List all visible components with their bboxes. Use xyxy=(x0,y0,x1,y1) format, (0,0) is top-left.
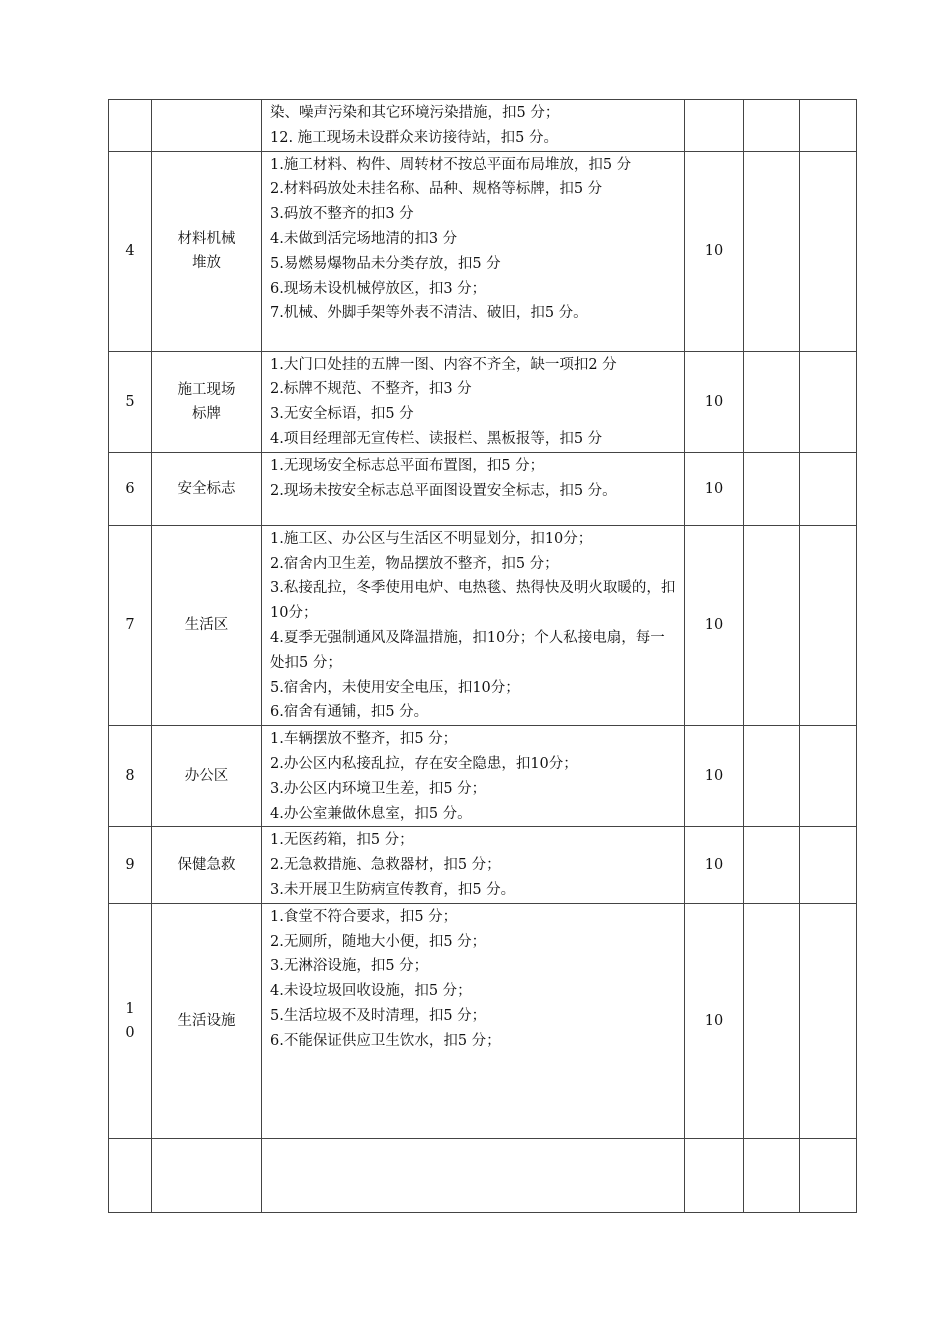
deduction-cell xyxy=(744,1138,800,1212)
row-number xyxy=(109,100,152,152)
criteria-line: 3.未开展卫生防病宣传教育，扣5 分。 xyxy=(270,881,516,898)
criteria-line: 12. 施工现场未设群众来访接待站，扣5 分。 xyxy=(270,129,559,146)
score-cell xyxy=(685,1138,744,1212)
item-name: 安全标志 xyxy=(152,452,262,525)
table-row xyxy=(109,100,857,152)
score-cell: 10 xyxy=(685,151,744,351)
criteria-line: 2.材料码放处未挂名称、品种、规格等标牌，扣5 分 xyxy=(270,181,603,198)
actual-score-cell xyxy=(800,351,857,452)
criteria-line: 4.办公室兼做休息室，扣5 分。 xyxy=(270,805,472,822)
criteria-line: 1.无现场安全标志总平面布置图，扣5 分； xyxy=(270,457,545,474)
item-name: 生活区 xyxy=(152,525,262,725)
deduction-cell xyxy=(744,100,800,152)
criteria-line: 3.无淋浴设施，扣5 分； xyxy=(270,958,429,975)
item-name-text: 施工现场标牌 xyxy=(177,381,236,422)
criteria-cell xyxy=(262,151,685,351)
criteria-cell xyxy=(262,827,685,903)
item-name xyxy=(152,351,262,452)
criteria-cell xyxy=(262,1138,685,1212)
table-row xyxy=(109,827,857,903)
criteria-line: 4.未设垃圾回收设施，扣5 分； xyxy=(270,983,472,1000)
criteria-line: 5.生活垃圾不及时清理，扣5 分； xyxy=(270,1007,487,1024)
item-name xyxy=(152,100,262,152)
actual-score-cell xyxy=(800,151,857,351)
table-row xyxy=(109,525,857,725)
score-cell: 10 xyxy=(685,827,744,903)
row-number xyxy=(109,1138,152,1212)
criteria-line: 7.机械、外脚手架等外表不清洁、破旧，扣5 分。 xyxy=(270,305,588,322)
item-name-text: 材料机械堆放 xyxy=(177,231,236,272)
criteria-line: 3.无安全标语，扣5 分 xyxy=(270,406,414,423)
table-row xyxy=(109,726,857,827)
row-number: 5 xyxy=(109,351,152,452)
criteria-line: 染、噪声污染和其它环境污染措施，扣5 分； xyxy=(270,105,560,121)
actual-score-cell xyxy=(800,525,857,725)
actual-score-cell xyxy=(800,100,857,152)
criteria-line: 1.食堂不符合要求，扣5 分； xyxy=(270,908,458,925)
actual-score-cell xyxy=(800,1138,857,1212)
criteria-line: 6.现场未设机械停放区，扣3 分； xyxy=(270,280,487,297)
item-name: 保健急救 xyxy=(152,827,262,903)
row-number: 6 xyxy=(109,452,152,525)
row-number-text: 10 xyxy=(125,1000,135,1041)
table-row xyxy=(109,151,857,351)
deduction-cell xyxy=(744,151,800,351)
criteria-line: 2.宿舍内卫生差，物品摆放不整齐，扣5 分； xyxy=(270,555,559,572)
criteria-cell xyxy=(262,726,685,827)
row-number: 9 xyxy=(109,827,152,903)
criteria-line: 1.车辆摆放不整齐，扣5 分； xyxy=(270,731,458,748)
criteria-line: 2.无厕所，随地大小便，扣5 分； xyxy=(270,933,487,950)
criteria-cell xyxy=(262,525,685,725)
row-number: 7 xyxy=(109,525,152,725)
row-number: 8 xyxy=(109,726,152,827)
criteria-line: 6.宿舍有通铺，扣5 分。 xyxy=(270,704,429,721)
table-row xyxy=(109,351,857,452)
deduction-cell xyxy=(744,452,800,525)
table-row xyxy=(109,452,857,525)
deduction-cell xyxy=(744,827,800,903)
criteria-line: 5.易燃易爆物品未分类存放，扣5 分 xyxy=(270,255,501,272)
criteria-line: 3.办公区内环境卫生差，扣5 分； xyxy=(270,780,487,797)
item-name: 生活设施 xyxy=(152,903,262,1138)
actual-score-cell xyxy=(800,903,857,1138)
criteria-line: 2.标牌不规范、不整齐，扣3 分 xyxy=(270,381,472,398)
actual-score-cell xyxy=(800,452,857,525)
item-name xyxy=(152,151,262,351)
item-name: 办公区 xyxy=(152,726,262,827)
score-cell: 10 xyxy=(685,726,744,827)
criteria-line: 2.无急救措施、急救器材，扣5 分； xyxy=(270,857,501,874)
row-number: 4 xyxy=(109,151,152,351)
score-cell: 10 xyxy=(685,525,744,725)
criteria-line: 4.夏季无强制通风及降温措施，扣10分；个人私接电扇，每一处扣5 分； xyxy=(270,629,665,671)
score-cell: 10 xyxy=(685,903,744,1138)
score-cell xyxy=(685,100,744,152)
row-number xyxy=(109,903,152,1138)
actual-score-cell xyxy=(800,827,857,903)
actual-score-cell xyxy=(800,726,857,827)
deduction-cell xyxy=(744,525,800,725)
criteria-cell xyxy=(262,903,685,1138)
criteria-line: 1.施工区、办公区与生活区不明显划分，扣10分； xyxy=(270,530,593,547)
criteria-line: 3.码放不整齐的扣3 分 xyxy=(270,206,414,223)
criteria-line: 3.私接乱拉，冬季使用电炉、电热毯、热得快及明火取暖的，扣10分； xyxy=(270,580,676,622)
deduction-cell xyxy=(744,903,800,1138)
criteria-line: 4.项目经理部无宣传栏、读报栏、黑板报等，扣5 分 xyxy=(270,430,603,447)
criteria-line: 5.宿舍内，未使用安全电压，扣10分； xyxy=(270,679,520,696)
inspection-table xyxy=(108,99,857,1213)
criteria-cell xyxy=(262,351,685,452)
criteria-line: 4.未做到活完场地清的扣3 分 xyxy=(270,230,458,247)
criteria-line: 6.不能保证供应卫生饮水，扣5 分； xyxy=(270,1032,501,1049)
criteria-cell xyxy=(262,452,685,525)
score-cell: 10 xyxy=(685,452,744,525)
criteria-line: 1.无医药箱，扣5 分； xyxy=(270,832,414,849)
criteria-line: 2.现场未按安全标志总平面图设置安全标志，扣5 分。 xyxy=(270,482,617,499)
criteria-cell xyxy=(262,100,685,152)
criteria-line: 1.施工材料、构件、周转材不按总平面布局堆放，扣5 分 xyxy=(270,156,632,173)
deduction-cell xyxy=(744,726,800,827)
table-row xyxy=(109,903,857,1138)
deduction-cell xyxy=(744,351,800,452)
item-name xyxy=(152,1138,262,1212)
criteria-line: 1.大门口处挂的五牌一图、内容不齐全，缺一项扣2 分 xyxy=(270,356,617,373)
criteria-line: 2.办公区内私接乱拉，存在安全隐患，扣10分； xyxy=(270,755,578,772)
table-row xyxy=(109,1138,857,1212)
score-cell: 10 xyxy=(685,351,744,452)
